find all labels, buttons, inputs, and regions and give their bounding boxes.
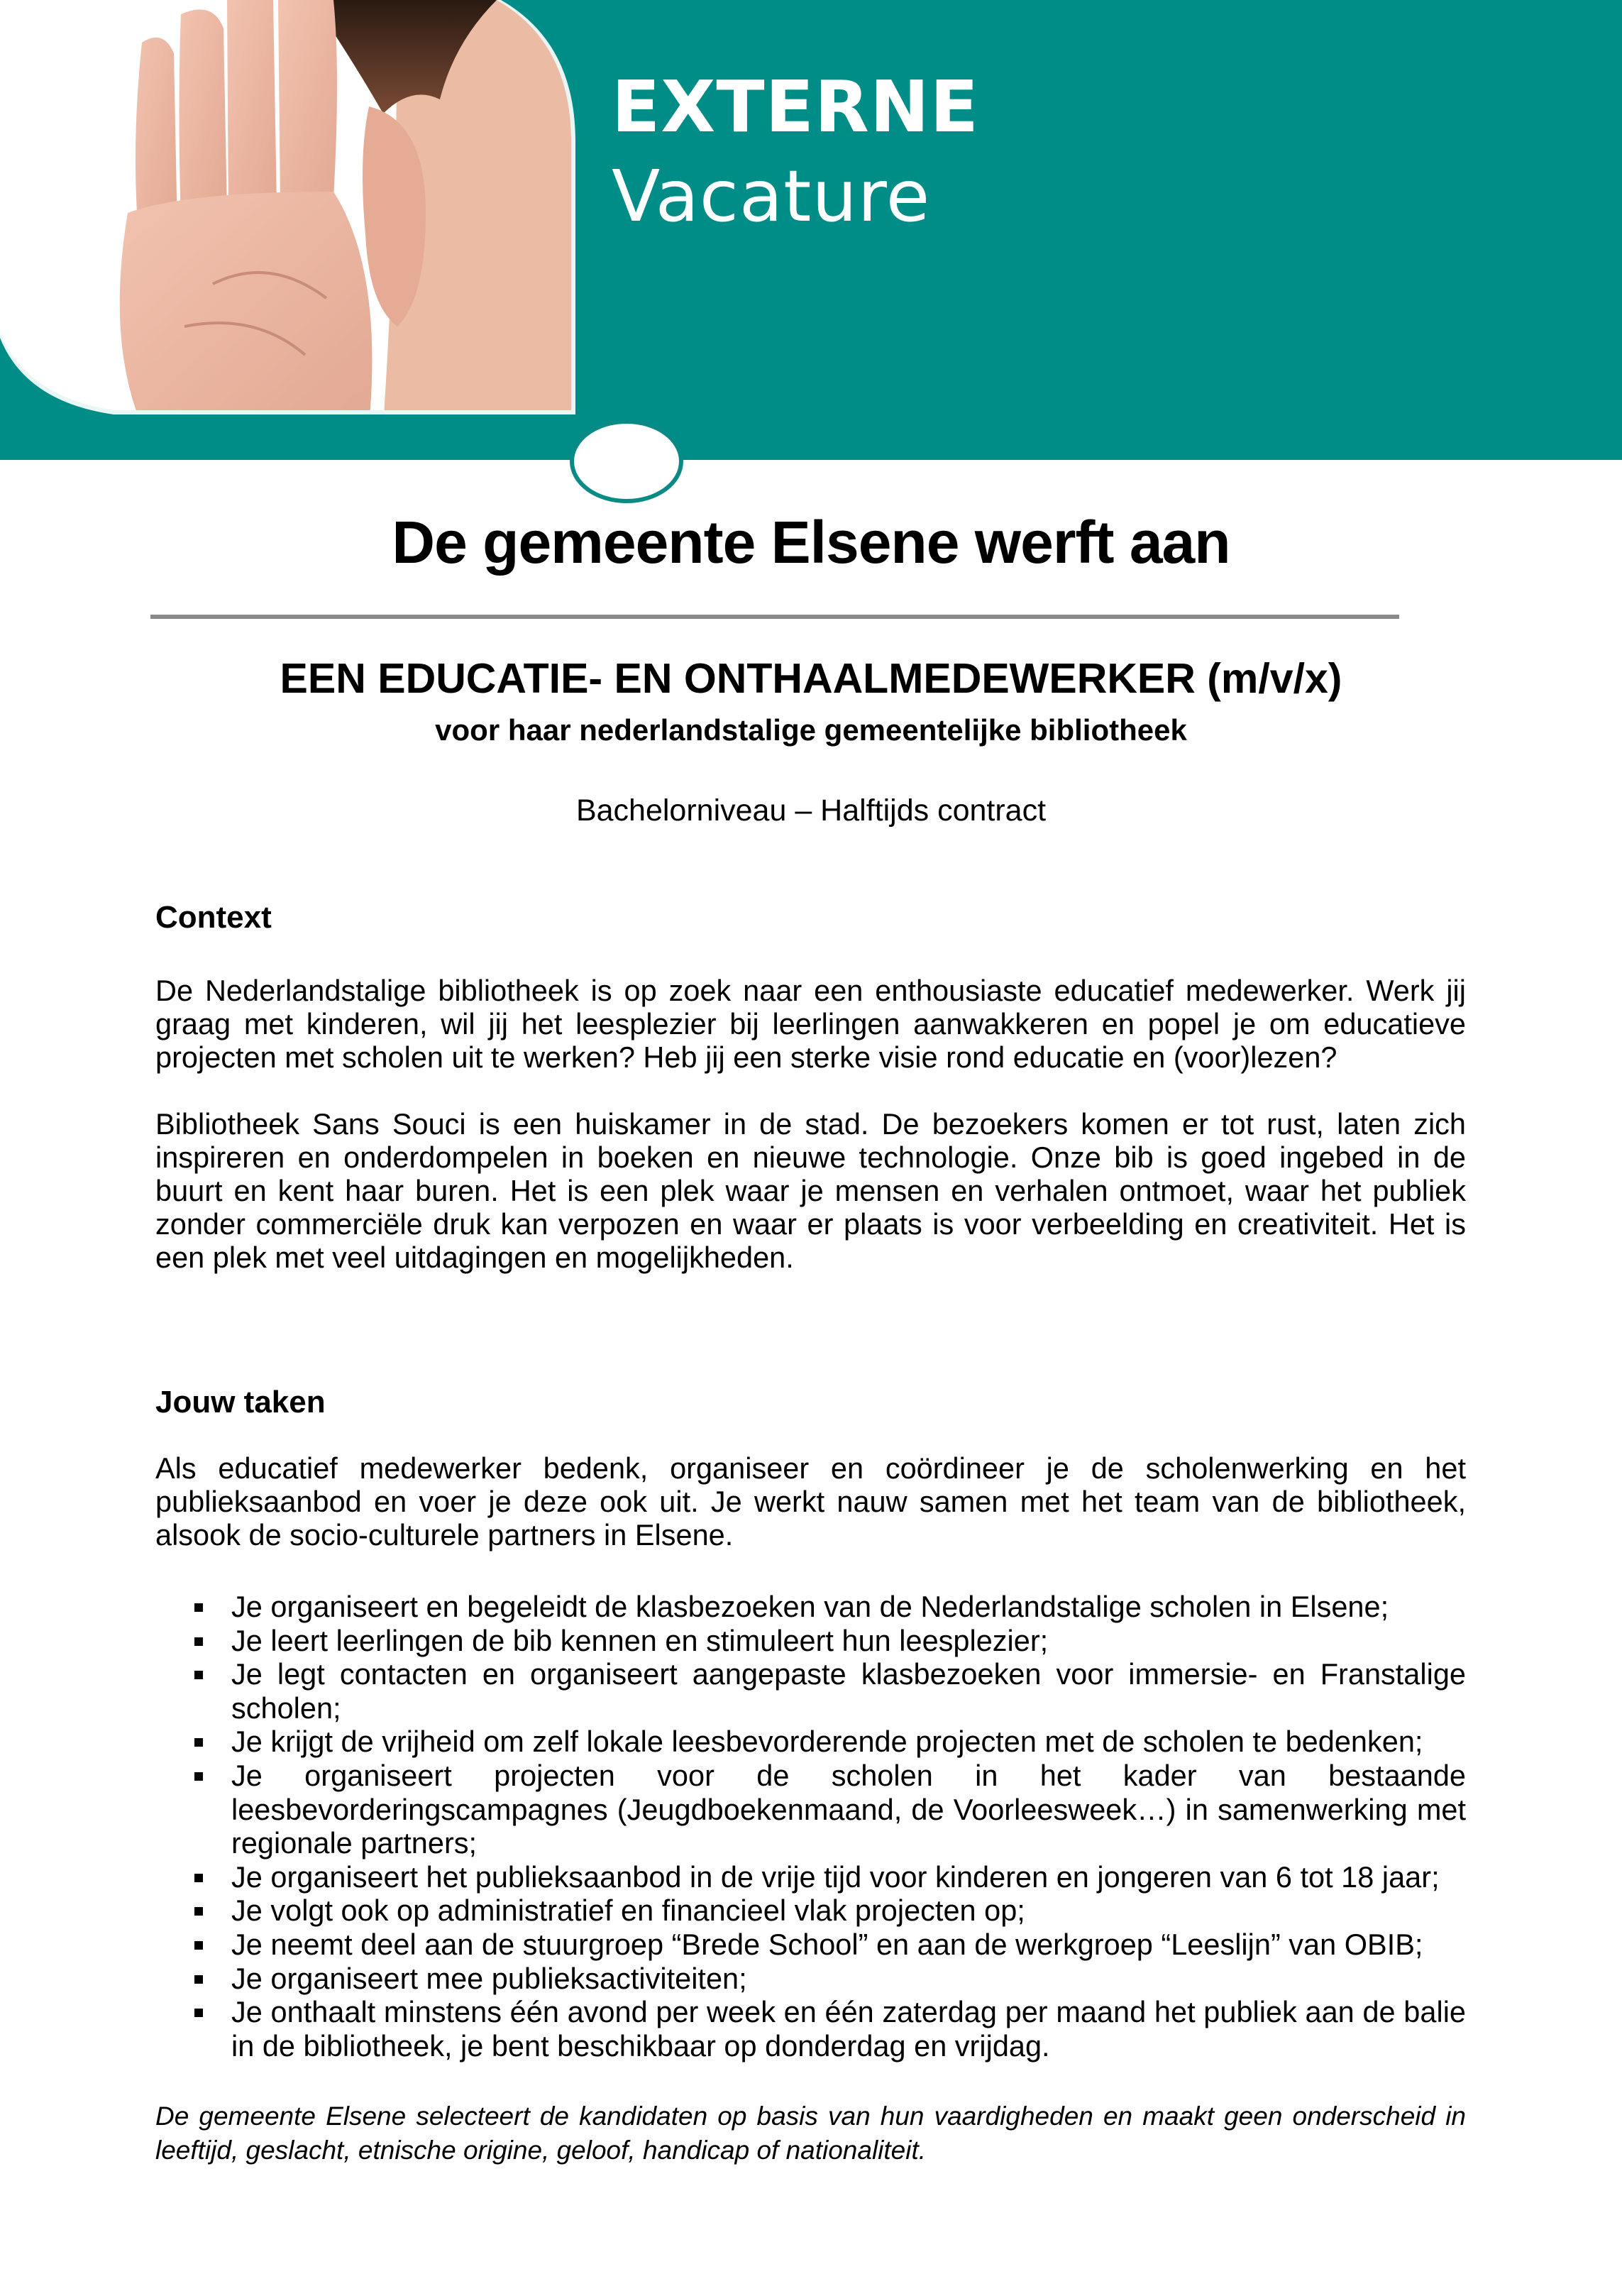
list-item-text: Je legt contacten en organiseert aangepaste klasbezoeken voor immersie- en Franstalige scholen;	[231, 1657, 1466, 1725]
paragraph-text: De Nederlandstalige bibliotheek is op zoek naar een enthousiaste educatief medewerker. Werk jij graag met kinderen, wil jij het leesplezier bij leerlingen aanwakkeren en popel je om educatieve projecten met scholen uit te werken? Heb jij een sterke visie rond educatie en (voor)lezen?	[155, 974, 1466, 1074]
list-item	[155, 1995, 1466, 2062]
task-list	[155, 1590, 1466, 2062]
list-item-text: Je organiseert en begeleidt de klasbezoeken van de Nederlandstalige scholen in Elsene;	[231, 1590, 1389, 1623]
context-paragraph-1	[155, 974, 1466, 1074]
tasks-intro	[155, 1451, 1466, 1551]
list-item-text: Je organiseert projecten voor de scholen in het kader van bestaande leesbevorderingscampagnes (Jeugdboekenmaand, de Voorleesweek…) in samenwerking met regionale partners;	[231, 1758, 1466, 1860]
paragraph-text: Als educatief medewerker bedenk, organiseer en coördineer je de scholenwerking en het publieksaanbod en voer je deze ook uit. Je werkt nauw samen met het team van de bibliotheek, alsook de socio-culturele partners in Elsene.	[155, 1451, 1466, 1551]
job-level-contract: Bachelorniveau – Halftijds contract	[575, 793, 1047, 828]
title-divider	[150, 615, 1399, 619]
header-ellipse-ornament	[570, 419, 683, 503]
list-item-text: Je krijgt de vrijheid om zelf lokale leesbevorderende projecten met de scholen te bedenken;	[231, 1725, 1423, 1759]
job-subtitle: voor haar nederlandstalige gemeentelijke bibliotheek	[435, 713, 1187, 747]
list-item-text: Je organiseert het publieksaanbod in de vrije tijd voor kinderen en jongeren van 6 tot 18 jaar;	[231, 1860, 1440, 1894]
banner-title-externe: EXTERNE	[612, 65, 979, 148]
list-item-text: Je organiseert mee publieksactiviteiten;	[231, 1961, 747, 1995]
context-paragraph-2	[155, 1107, 1466, 1274]
equal-opportunity-disclaimer: De gemeente Elsene selecteert de kandidaten op basis van hun vaardigheden en maakt geen onderscheid in leeftijd, geslacht, etnische origine, geloof, handicap of nationaliteit.	[155, 2102, 1466, 2165]
job-title: EEN EDUCATIE- EN ONTHAALMEDEWERKER (m/v/x)	[280, 655, 1342, 702]
list-item-text: Je onthaalt minstens één avond per week en één zaterdag per maand het publiek aan de balie in de bibliotheek, je bent beschikbaar op donderdag en vrijdag.	[231, 1995, 1466, 2062]
list-item	[155, 1590, 1466, 1624]
list-item	[155, 1962, 1466, 1996]
square-bullet-icon	[194, 1874, 203, 1882]
hand-behind-ear-icon	[0, 0, 582, 426]
list-item	[155, 1657, 1466, 1725]
list-item-text: Je leert leerlingen de bib kennen en stimuleert hun leesplezier;	[231, 1623, 1049, 1657]
square-bullet-icon	[194, 1738, 203, 1747]
section-heading-context: Context	[155, 900, 272, 935]
square-bullet-icon	[194, 1603, 203, 1612]
banner-title-vacature: Vacature	[612, 155, 931, 238]
square-bullet-icon	[194, 1637, 203, 1646]
square-bullet-icon	[194, 1907, 203, 1916]
list-item-text: Je neemt deel aan de stuurgroep “Brede School” en aan de werkgroep “Leeslijn” van OBIB;	[231, 1927, 1423, 1961]
list-item	[155, 1725, 1466, 1759]
square-bullet-icon	[194, 1671, 203, 1679]
section-heading-tasks: Jouw taken	[155, 1385, 326, 1419]
list-item	[155, 1928, 1466, 1962]
list-item	[155, 1860, 1466, 1894]
square-bullet-icon	[194, 1941, 203, 1950]
page-title: De gemeente Elsene werft aan	[392, 509, 1230, 576]
square-bullet-icon	[194, 1772, 203, 1781]
list-item	[155, 1759, 1466, 1860]
square-bullet-icon	[194, 2009, 203, 2017]
list-item	[155, 1894, 1466, 1928]
paragraph-text: Bibliotheek Sans Souci is een huiskamer in de stad. De bezoekers komen er tot rust, laten zich inspireren en onderdompelen in boeken en nieuwe technologie. Onze bib is goed ingebed in de buurt en kent haar buren. Het is een plek waar je mensen en verhalen ontmoet, waar het publiek zonder commerciële druk kan verpozen en waar er plaats is voor verbeelding en creativiteit. Het is een plek met veel uitdagingen en mogelijkheden.	[155, 1107, 1466, 1274]
list-item-text: Je volgt ook op administratief en financieel vlak projecten op;	[231, 1894, 1025, 1928]
list-item	[155, 1624, 1466, 1658]
square-bullet-icon	[194, 1975, 203, 1984]
